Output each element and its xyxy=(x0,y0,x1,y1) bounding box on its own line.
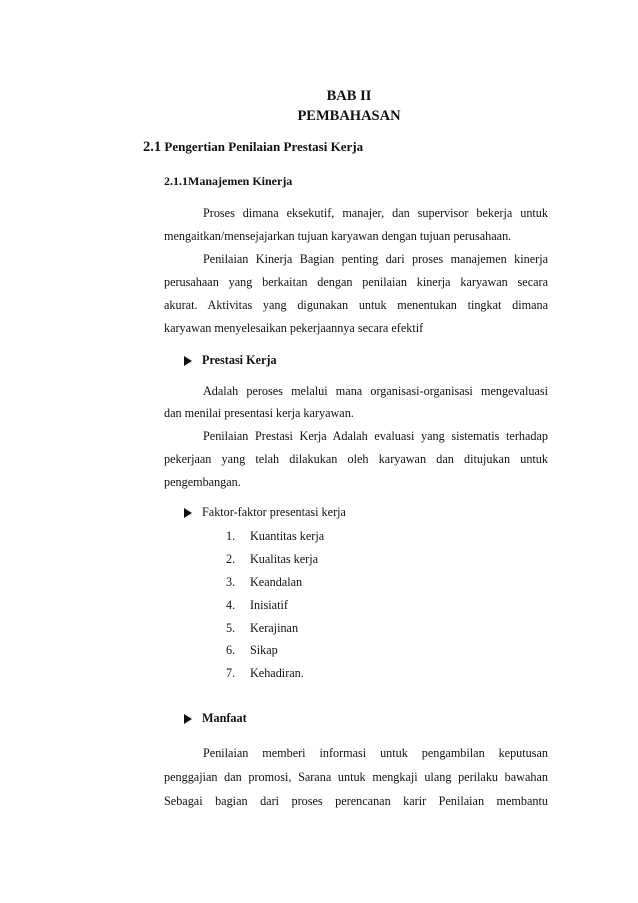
list-item-number: 3. xyxy=(226,575,236,589)
list-item-text: Kehadiran. xyxy=(250,666,304,680)
list-item xyxy=(226,529,324,544)
list-item xyxy=(226,666,304,681)
chapter-label: BAB II xyxy=(326,88,372,104)
section-title: Pengertian Penilaian Prestasi Kerja xyxy=(164,139,364,154)
arrow-bullet-icon xyxy=(184,714,192,724)
para3-line1: Adalah peroses melalui mana organisasi-organisasi mengevaluasi xyxy=(203,384,548,398)
para2-line3: akurat. Aktivitas yang digunakan untuk menentukan tingkat dimana xyxy=(164,298,548,312)
para5-line1: Penilaian memberi informasi untuk pengambilan keputusan xyxy=(203,746,548,760)
para4-line2: pekerjaan yang telah dilakukan oleh karyawan dan ditujukan untuk xyxy=(164,452,548,466)
bullet-manfaat xyxy=(184,711,247,726)
list-item-number: 4. xyxy=(226,598,236,612)
para2-line1: Penilaian Kinerja Bagian penting dari proses manajemen kinerja xyxy=(203,252,548,266)
para3-line2: dan menilai presentasi kerja karyawan. xyxy=(164,406,354,420)
list-item-text: Inisiatif xyxy=(250,598,288,612)
list-item xyxy=(226,643,278,658)
list-item-number: 1. xyxy=(226,529,236,543)
para2-line2: perusahaan yang berkaitan dengan penilaian kinerja karyawan secara xyxy=(164,275,548,289)
list-item xyxy=(226,552,318,567)
list-item-number: 5. xyxy=(226,621,236,635)
para2-line4: karyawan menyelesaikan pekerjaannya secara efektif xyxy=(164,321,424,335)
subsection-heading: 2.1.1Manajemen Kinerja xyxy=(164,174,293,188)
arrow-bullet-icon xyxy=(184,356,192,366)
list-item xyxy=(226,575,302,590)
para1-line1: Proses dimana eksekutif, manajer, dan supervisor bekerja untuk xyxy=(203,206,548,220)
list-item-number: 2. xyxy=(226,552,236,566)
bullet-manfaat-label: Manfaat xyxy=(202,711,247,725)
para4-line1: Penilaian Prestasi Kerja Adalah evaluasi yang sistematis terhadap xyxy=(203,429,548,443)
bullet-faktor xyxy=(184,505,346,520)
para1-line2: mengaitkan/mensejajarkan tujuan karyawan dengan tujuan perusahaan. xyxy=(164,229,512,243)
list-item-text: Keandalan xyxy=(250,575,303,589)
arrow-bullet-icon xyxy=(184,508,192,518)
para5-line3: Sebagai bagian dari proses perencanan karir Penilaian membantu xyxy=(164,794,548,808)
section-number: 2.1 xyxy=(143,139,162,155)
list-item-text: Kuantitas kerja xyxy=(250,529,325,543)
bullet-prestasi-kerja xyxy=(184,353,277,368)
section-heading xyxy=(143,139,363,156)
list-item xyxy=(226,621,298,636)
list-item-text: Sikap xyxy=(250,643,278,657)
para5-line2: penggajian dan promosi, Sarana untuk mengkaji ulang perilaku bawahan xyxy=(164,770,548,784)
list-item-text: Kualitas kerja xyxy=(250,552,319,566)
list-item-text: Kerajinan xyxy=(250,621,299,635)
list-item-number: 7. xyxy=(226,666,236,680)
list-item xyxy=(226,598,288,613)
bullet-prestasi-label: Prestasi Kerja xyxy=(202,353,277,367)
bullet-faktor-label: Faktor-faktor presentasi kerja xyxy=(202,505,346,519)
chapter-title: PEMBAHASAN xyxy=(297,108,401,124)
list-item-number: 6. xyxy=(226,643,236,657)
para4-line3: pengembangan. xyxy=(164,475,241,489)
